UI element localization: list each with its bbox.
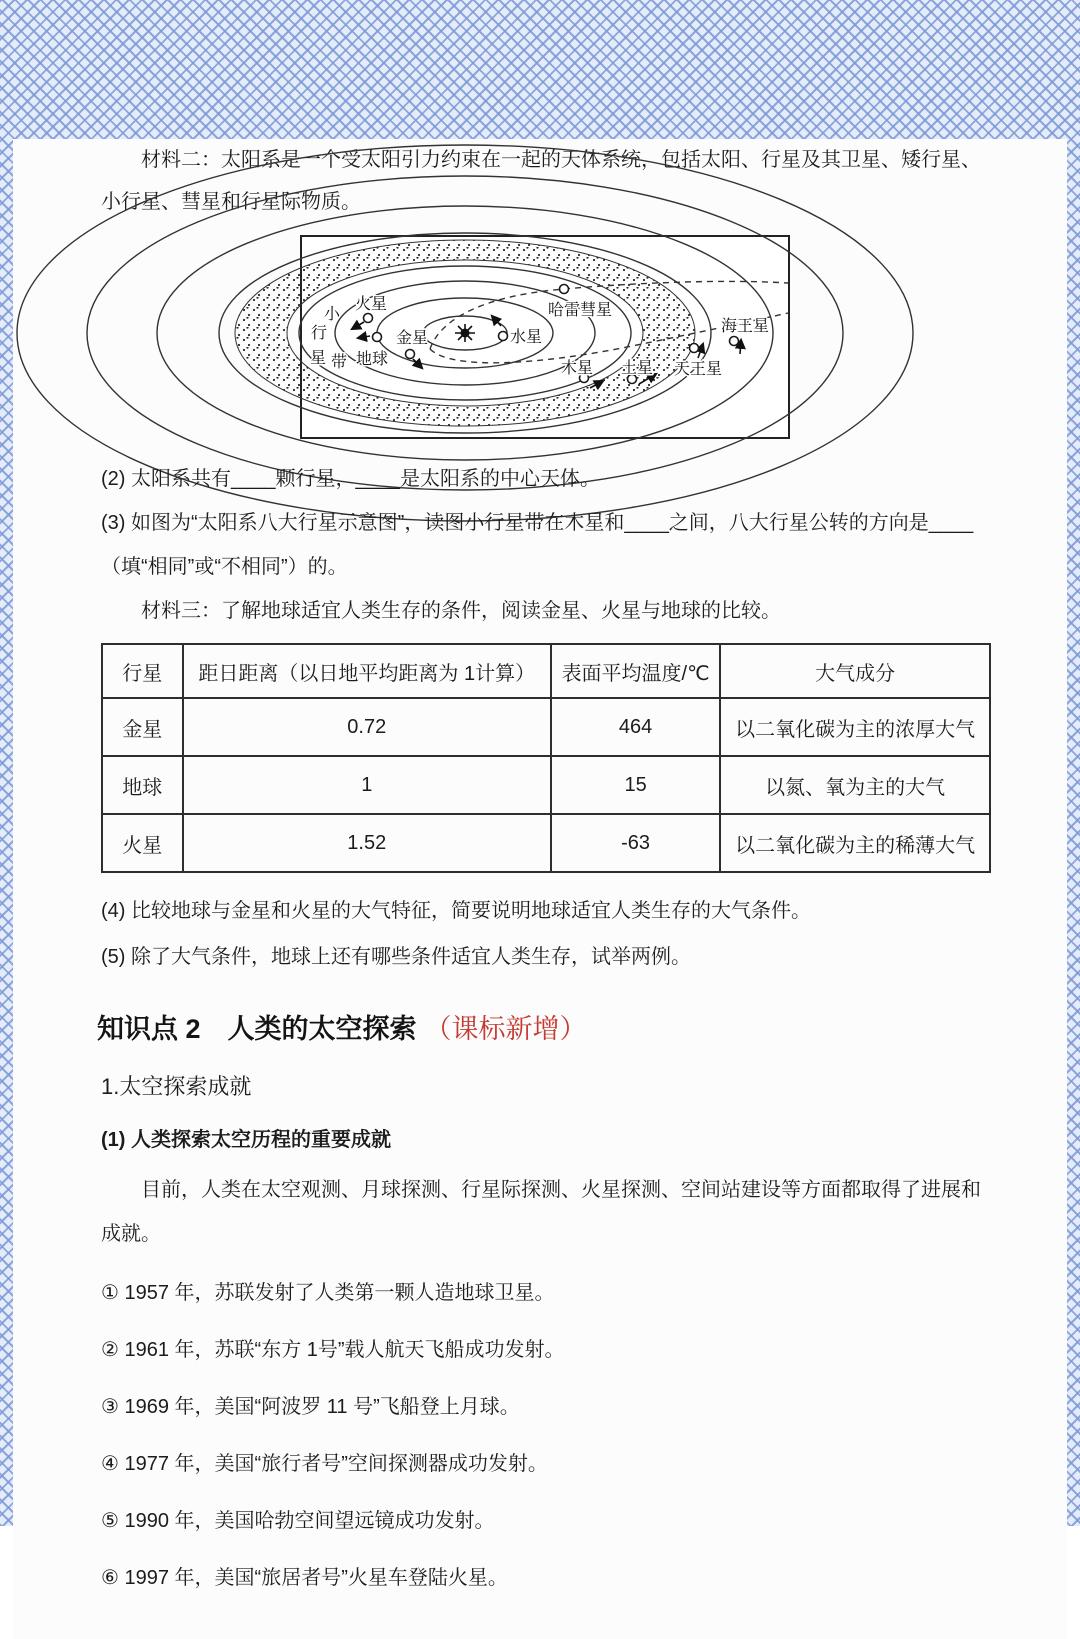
asteroid-belt-label-3: 星: [309, 350, 327, 367]
new-curriculum-badge: （课标新增）: [424, 1014, 587, 1044]
knowledge-point-title: 知识点 2 人类的太空探索: [97, 1014, 417, 1044]
mars-marker: [364, 314, 373, 323]
table-header-row: [102, 644, 990, 698]
neptune-direction-arrow: [740, 340, 741, 354]
earth-label: 地球: [355, 351, 389, 368]
earth-marker: [406, 350, 415, 359]
mercury-marker: [499, 332, 508, 341]
subsection-title: 1.太空探索成就: [101, 1074, 252, 1099]
table-cell: 15: [551, 756, 720, 814]
neptune-marker: [730, 337, 739, 346]
asteroid-belt-label-1: 小: [323, 306, 341, 323]
mars-direction-arrow: [352, 322, 364, 329]
table-cell: 火星: [102, 814, 183, 872]
table-cell: 1.52: [183, 814, 551, 872]
halley-label: 哈雷彗星: [547, 302, 613, 319]
intro-paragraph: 目前，人类在太空观测、月球探测、行星际探测、火星探测、空间站建设等方面都取得了进展和成就。: [101, 1179, 981, 1245]
table-row-mars: [102, 814, 990, 872]
mercury-label: 水星: [509, 329, 543, 346]
table-cell: 地球: [102, 756, 183, 814]
table-row-venus: [102, 698, 990, 756]
table-cell: 1: [183, 756, 551, 814]
jupiter-label: 木星: [560, 360, 594, 377]
table-row-earth: [102, 756, 990, 814]
question-4: (4) 比较地球与金星和火星的大气特征，简要说明地球适宜人类生存的大气条件。: [101, 900, 811, 922]
mars-label: 火星: [354, 296, 388, 313]
list-item-6: ⑥ 1997 年，美国“旅居者号”火星车登陆火星。: [101, 1567, 508, 1589]
table-cell: 以二氧化碳为主的浓厚大气: [720, 698, 990, 756]
neptune-label: 海王星: [720, 318, 770, 335]
material2-paragraph: 材料二：太阳系是一个受太阳引力约束在一起的天体系统，包括太阳、行星及其卫星、矮行星、小行星、彗星和行星际物质。: [101, 149, 981, 213]
saturn-label: 土星: [620, 360, 654, 377]
question-5: (5) 除了大气条件，地球上还有哪些条件适宜人类生存，试举两例。: [101, 946, 691, 968]
table-cell: 以二氧化碳为主的稀薄大气: [720, 814, 990, 872]
table-cell: 以氮、氧为主的大气: [720, 756, 990, 814]
table-header-atmosphere: 大气成分: [720, 644, 990, 698]
list-item-4: ④ 1977 年，美国“旅行者号”空间探测器成功发射。: [101, 1453, 548, 1475]
question-3: (3) 如图为“太阳系八大行星示意图”，读图小行星带在木星和____之间，八大行星公转的方向是____（填“相同”或“不相同”）的。: [101, 512, 974, 578]
uranus-label: 天王星: [673, 361, 723, 378]
document-page: [13, 139, 1067, 1639]
table-cell: 金星: [102, 698, 183, 756]
table-header-planet: 行星: [102, 644, 183, 698]
table-header-temp: 表面平均温度/℃: [551, 644, 720, 698]
material3-paragraph: 材料三：了解地球适宜人类生存的条件，阅读金星、火星与地球的比较。: [141, 600, 781, 622]
knowledge-point-heading: [97, 1007, 989, 1046]
halley-marker: [560, 285, 569, 294]
list-item-2: ② 1961 年，苏联“东方 1号”载人航天飞船成功发射。: [101, 1339, 565, 1361]
asteroid-belt-label-2: 行: [310, 325, 328, 342]
table-cell: 464: [551, 698, 720, 756]
question-2: (2) 太阳系共有____颗行星，____是太阳系的中心天体。: [101, 468, 600, 490]
table-cell: -63: [551, 814, 720, 872]
solar-system-figure: [300, 235, 790, 439]
asteroid-belt-label-4: 带: [330, 354, 348, 371]
table-header-distance: 距日距离（以日地平均距离为 1计算）: [183, 644, 551, 698]
table-cell: 0.72: [183, 698, 551, 756]
solar-system-diagram: [302, 237, 788, 437]
list-item-5: ⑤ 1990 年，美国哈勃空间望远镜成功发射。: [101, 1510, 495, 1532]
venus-marker: [373, 333, 382, 342]
sun-icon: [455, 324, 475, 342]
subsection-item-title: (1) 人类探索太空历程的重要成就: [101, 1129, 391, 1151]
uranus-marker: [690, 344, 699, 353]
venus-label: 金星: [395, 330, 429, 347]
list-item-1: ① 1957 年，苏联发射了人类第一颗人造地球卫星。: [101, 1282, 555, 1304]
list-item-3: ③ 1969 年，美国“阿波罗 11 号”飞船登上月球。: [101, 1396, 520, 1418]
planet-comparison-table: [101, 643, 991, 873]
venus-direction-arrow: [358, 336, 370, 338]
